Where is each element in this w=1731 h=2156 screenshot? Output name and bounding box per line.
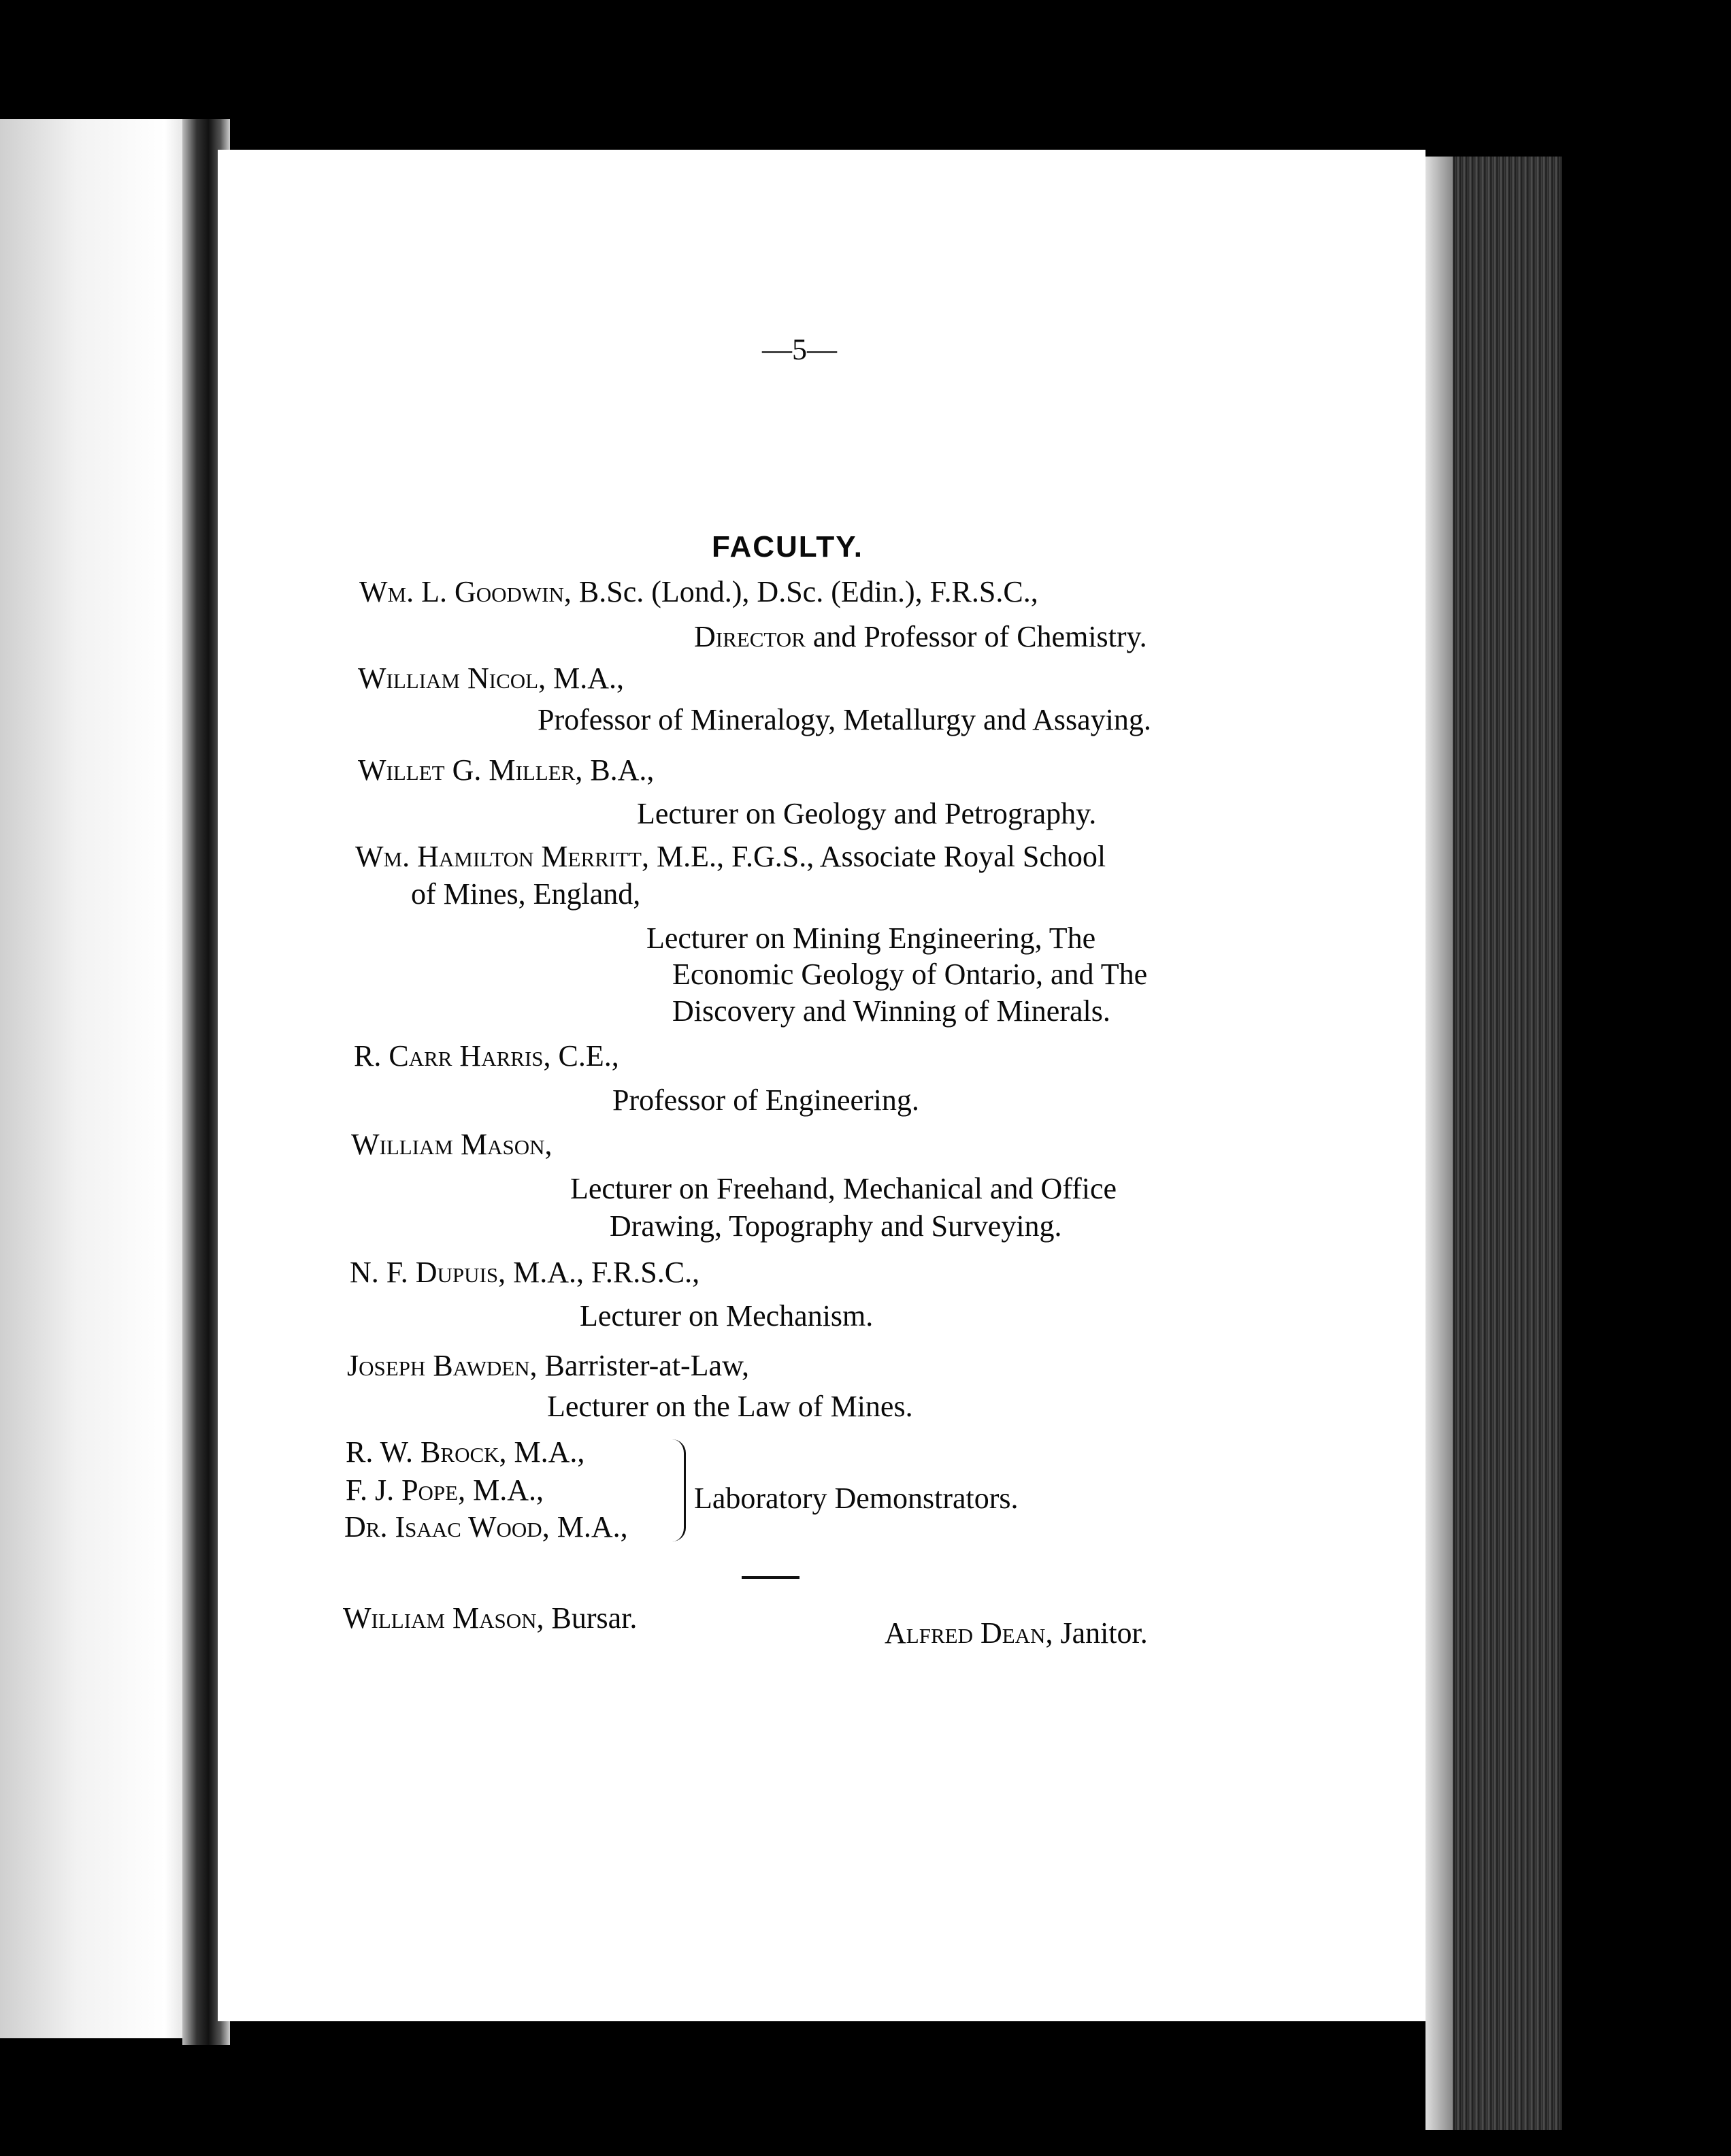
faculty-role-miller: Lecturer on Geology and Petrography. xyxy=(637,797,1097,830)
faculty-role-nicol: Professor of Mineralogy, Metallurgy and Assaying. xyxy=(538,703,1151,736)
faculty-role-merritt-line1: Lecturer on Mining Engineering, The xyxy=(646,921,1096,955)
faculty-credentials: , B.A., xyxy=(575,753,655,787)
janitor-title: , Janitor. xyxy=(1045,1616,1148,1650)
faculty-name: R. W. Brock xyxy=(346,1435,499,1469)
faculty-role-goodwin xyxy=(694,622,1147,652)
janitor-line xyxy=(885,1618,1148,1648)
bursar-line xyxy=(343,1603,637,1633)
faculty-credentials: , M.A., xyxy=(499,1435,585,1469)
faculty-role-merritt-line2: Economic Geology of Ontario, and The xyxy=(672,958,1148,991)
faculty-name: Wm. Hamilton Merritt xyxy=(355,840,642,873)
faculty-entry-harris xyxy=(354,1041,619,1071)
faculty-name: Wm. L. Goodwin xyxy=(359,575,564,608)
faculty-entry-bawden xyxy=(347,1351,749,1381)
faculty-entry-nicol xyxy=(358,664,624,693)
page-title: FACULTY. xyxy=(712,530,863,564)
faculty-role: and Professor of Chemistry. xyxy=(805,620,1147,653)
faculty-entry-miller xyxy=(358,755,654,785)
faculty-credentials: , xyxy=(544,1128,553,1161)
faculty-credentials-cont: of Mines, England, xyxy=(411,877,641,911)
faculty-name: R. Carr Harris xyxy=(354,1039,544,1073)
demonstrator-pope xyxy=(346,1475,544,1505)
demonstrator-wood xyxy=(344,1512,628,1542)
demonstrators-label: Laboratory Demonstrators. xyxy=(694,1482,1019,1515)
demonstrators-brace xyxy=(670,1439,686,1541)
faculty-name: N. F. Dupuis xyxy=(350,1256,499,1289)
faculty-entry-merritt xyxy=(355,842,1106,872)
faculty-entry-goodwin xyxy=(359,577,1038,607)
faculty-name: William Mason xyxy=(351,1128,545,1161)
section-divider xyxy=(742,1576,799,1579)
bursar-title: , Bursar. xyxy=(536,1601,638,1635)
page-number: —5— xyxy=(762,333,837,366)
faculty-role-merritt-line3: Discovery and Winning of Minerals. xyxy=(672,994,1110,1028)
faculty-credentials: , M.A., F.R.S.C., xyxy=(498,1256,700,1289)
page-edges-shadow xyxy=(1425,157,1453,2130)
left-page xyxy=(0,119,194,2038)
bursar-name: William Mason xyxy=(343,1601,537,1635)
faculty-name: Willet G. Miller xyxy=(358,753,576,787)
demonstrator-brock xyxy=(346,1437,584,1467)
faculty-credentials: , Barrister-at-Law, xyxy=(529,1349,749,1382)
faculty-entry-dupuis xyxy=(350,1258,699,1288)
faculty-role-dupuis: Lecturer on Mechanism. xyxy=(580,1299,874,1333)
faculty-credentials: , B.Sc. (Lond.), D.Sc. (Edin.), F.R.S.C., xyxy=(563,575,1038,608)
faculty-name: William Nicol xyxy=(358,662,539,695)
janitor-name: Alfred Dean xyxy=(885,1616,1046,1650)
faculty-credentials: , M.E., F.G.S., Associate Royal School xyxy=(642,840,1106,873)
faculty-role-harris: Professor of Engineering. xyxy=(612,1083,919,1117)
faculty-credentials: , M.A., xyxy=(542,1510,628,1544)
faculty-name: F. J. Pope xyxy=(346,1473,459,1507)
faculty-role-mason-line2: Drawing, Topography and Surveying. xyxy=(610,1209,1062,1243)
faculty-name: Joseph Bawden xyxy=(347,1349,530,1382)
faculty-role-bawden: Lecturer on the Law of Mines. xyxy=(547,1390,913,1423)
faculty-role-title: Director xyxy=(694,620,806,653)
faculty-entry-mason xyxy=(351,1130,553,1160)
faculty-credentials: , M.A., xyxy=(538,662,625,695)
faculty-credentials: , M.A., xyxy=(458,1473,544,1507)
faculty-role-mason-line1: Lecturer on Freehand, Mechanical and Office xyxy=(570,1172,1117,1205)
faculty-name: Dr. Isaac Wood xyxy=(344,1510,542,1544)
faculty-credentials: , C.E., xyxy=(543,1039,619,1073)
